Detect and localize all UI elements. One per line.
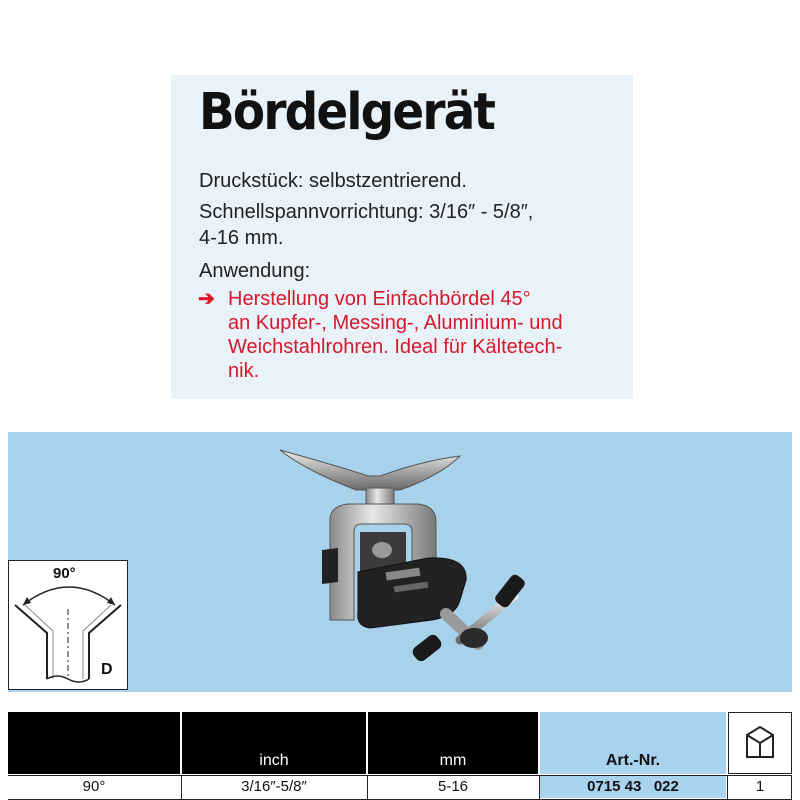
table-cell-inch: 3/16″-5/8″ — [241, 778, 307, 795]
angle-label: 90° — [53, 565, 76, 582]
application-line: an Kupfer-, Messing-, Aluminium- und — [228, 312, 563, 334]
table-header-cell — [8, 712, 180, 774]
product-title: Bördelgerät — [199, 83, 495, 142]
table-cell-mm: 5-16 — [437, 778, 469, 795]
dimension-label: D — [101, 661, 113, 678]
table-header-package — [728, 712, 792, 774]
table-header-inch: inch — [182, 712, 366, 774]
table-cell-angle: 90° — [82, 778, 106, 795]
flare-angle-diagram — [8, 560, 128, 690]
info-box — [171, 75, 633, 399]
application-label: Anwendung: — [199, 260, 311, 282]
application-line: Herstellung von Einfachbördel 45° — [228, 288, 531, 310]
table-cell-artnr: 0715 43 022 — [540, 776, 726, 798]
description-line: Druckstück: selbstzentrierend. — [199, 170, 467, 192]
application-text — [199, 287, 563, 383]
description-line: Schnellspannvorrichtung: 3/16″ - 5/8″, — [199, 201, 534, 223]
table-header-mm: mm — [368, 712, 538, 774]
application-line: nik. — [228, 360, 260, 382]
package-icon — [729, 713, 791, 773]
table-header-artnr: Art.-Nr. — [540, 712, 726, 774]
article-table — [8, 712, 792, 800]
table-cell-package: 1 — [755, 778, 765, 795]
application-line: Weichstahlrohren. Ideal für Kältetech- — [228, 336, 563, 358]
description-line: 4-16 mm. — [199, 227, 284, 249]
arrow-icon: ➔ — [198, 288, 215, 310]
